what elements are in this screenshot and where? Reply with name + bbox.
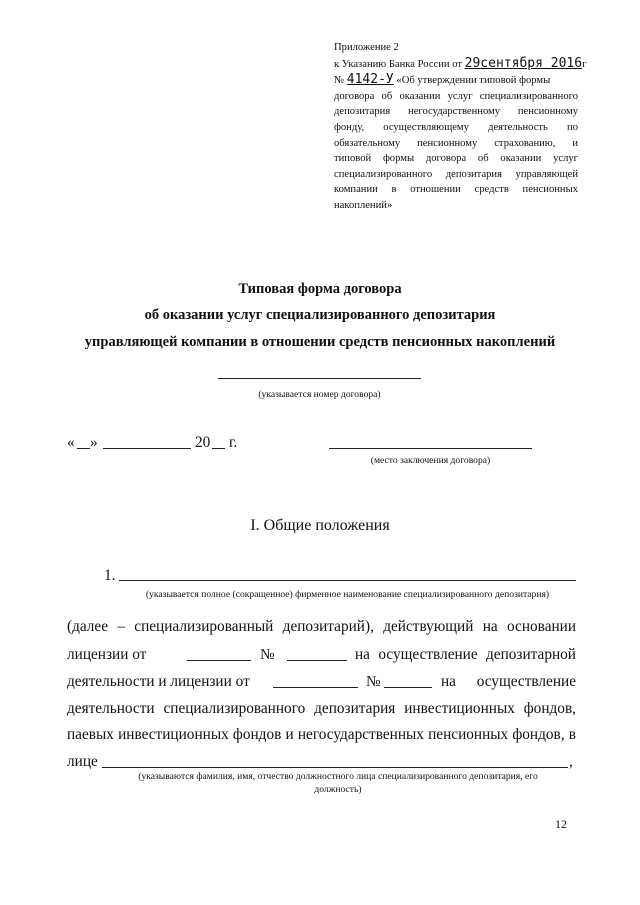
depositary-name-field[interactable]	[119, 580, 576, 581]
annex-order-line	[334, 55, 587, 73]
section-1-title: I. Общие положения	[250, 517, 390, 534]
annex-line-3: фонду, осуществляющему деятельность по	[334, 121, 578, 133]
license-number-field-1[interactable]	[287, 660, 347, 661]
document-title-line-2: об оказании услуг специализированного депозитария	[144, 307, 496, 323]
paragraph-row-4: деятельности специализированного депозитария инвестиционных фондов,	[67, 700, 576, 717]
annex-line-5: типовой формы договора об оказании услуг	[334, 153, 578, 165]
annex-line-7: компании в отношении средств пенсионных	[334, 184, 578, 196]
date-day-field[interactable]	[77, 448, 90, 449]
row2-number-sign: №	[260, 646, 275, 663]
annex-date-stamp: 29сентября 2016	[464, 55, 583, 71]
row1-word-5: действующий	[383, 618, 474, 635]
annex-header	[334, 40, 587, 214]
annex-order-prefix: к Указанию Банка России от	[334, 58, 462, 70]
depositary-name-caption: (указывается полное (сокращенное) фирменное наименование специализированного депозитария)	[145, 589, 550, 600]
annex-line-4: обязательному пенсионному страхованию, и	[334, 137, 578, 149]
date-year-prefix: 20	[195, 434, 211, 451]
annex-line-6: специализированного депозитария управляющей	[334, 168, 578, 180]
paragraph-row-5: паевых инвестиционных фондов и негосударственных пенсионных фондов, в	[67, 726, 576, 743]
place-field[interactable]	[329, 448, 532, 449]
row1-word-6: на	[482, 618, 498, 635]
document-title-line-1: Типовая форма договора	[238, 281, 402, 297]
official-name-field[interactable]	[102, 767, 568, 768]
annex-title: Приложение 2	[334, 42, 399, 53]
annex-number-rest: «Об утверждении типовой формы	[396, 75, 551, 87]
annex-line-1: договора об оказании услуг специализированного	[334, 90, 578, 102]
item-1-number: 1.	[104, 567, 116, 584]
license-number-field-2[interactable]	[384, 687, 432, 688]
row3-license-label: деятельности и лицензии от	[67, 673, 250, 690]
date-year-suffix: г.	[229, 434, 238, 451]
date-month-field[interactable]	[103, 448, 191, 449]
date-open-quote: «	[67, 434, 75, 451]
annex-number-line	[334, 72, 578, 89]
row1-word-7: основании	[507, 618, 577, 635]
annex-line-8: накоплений»	[334, 199, 393, 211]
license-date-field-2[interactable]	[273, 687, 358, 688]
annex-date-suffix: г	[582, 57, 587, 70]
annex-number-stamp: 4142-У	[346, 72, 394, 88]
official-caption-line-1: (указываются фамилия, имя, отчество должностного лица специализированного депозитария, его	[138, 771, 538, 782]
official-caption-line-2: должность)	[314, 784, 362, 795]
annex-number-prefix: №	[334, 75, 345, 87]
date-close-quote: »	[90, 434, 98, 451]
row2-license-label: лицензии от	[67, 646, 147, 663]
row6-comma: ,	[569, 753, 573, 770]
row3-text-end: на осуществление	[441, 673, 576, 690]
row2-text-end: на осуществление депозитарной	[355, 646, 576, 663]
document-title-line-3: управляющей компании в отношении средств пенсионных накоплений	[84, 334, 556, 350]
row1-word-4: депозитарий),	[282, 618, 374, 635]
place-caption: (место заключения договора)	[370, 455, 491, 466]
annex-line-2: депозитария негосударственному пенсионному	[334, 106, 578, 118]
row1-word-1: (далее	[67, 618, 109, 635]
row1-word-3: специализированный	[134, 618, 274, 635]
date-year-field[interactable]	[212, 448, 225, 449]
page-number: 12	[555, 817, 567, 831]
contract-number-field[interactable]	[218, 378, 421, 379]
row6-label: лице	[67, 753, 98, 770]
row3-number-sign: №	[366, 673, 381, 690]
license-date-field-1[interactable]	[187, 660, 251, 661]
paragraph-row-1	[67, 618, 576, 636]
contract-number-caption: (указывается номер договора)	[258, 389, 381, 400]
row1-word-2: –	[117, 618, 125, 635]
